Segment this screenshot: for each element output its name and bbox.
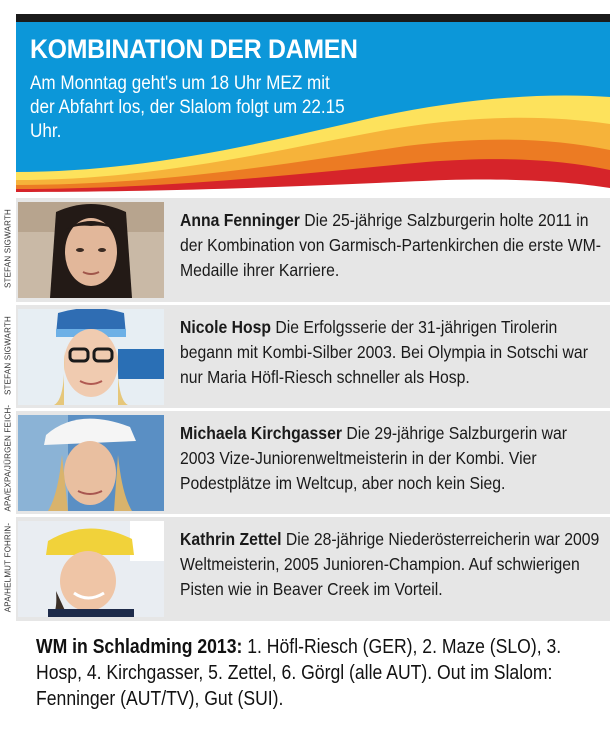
athlete-text: Die 29-jährige Salzburgerin war 2003 Vize-Juniorenweltmeisterin in der Kombi. Vier Podestplätze im Weltcup, aber noch kein Sieg. (180, 423, 567, 493)
athlete-name: Kathrin Zettel (180, 529, 282, 549)
athlete-photo (18, 521, 164, 617)
page-title: KOMBINATION DER DAMEN (30, 34, 358, 64)
results-text: 1. Höfl-Riesch (GER), 2. Maze (SLO), 3. Hosp, 4. Kirchgasser, 5. Zettel, 6. Görgl (alle AUT). Out im Slalom: Fenninger (AUT/TV), Gut (SUI). (36, 636, 562, 710)
athlete-row (3, 517, 610, 621)
header-banner (16, 22, 610, 192)
photo-credit: STEFAN SIGWARTH (3, 209, 13, 289)
top-rule (16, 14, 610, 22)
athlete-name: Nicole Hosp (180, 317, 272, 337)
athlete-photo (18, 415, 164, 511)
athlete-name: Anna Fenninger (180, 210, 300, 230)
athlete-text: Die 25-jährige Salzburgerin holte 2011 in der Kombination von Garmisch-Partenkirchen die erste WM-Medaille ihrer Karriere. (180, 210, 602, 280)
athlete-photo (18, 309, 164, 405)
athlete-photo (18, 202, 164, 298)
athlete-text: Die Erfolgsserie der 31-jährigen Tirolerin begann mit Kombi-Silber 2003. Bei Olympia in Sotschi war nur Maria Höfl-Riesch schneller als Hosp. (180, 317, 588, 387)
athlete-row (3, 305, 610, 408)
athlete-bio (180, 527, 603, 602)
photo-credit: STEFAN SIGWARTH (3, 315, 13, 395)
athlete-bio (180, 208, 603, 283)
athlete-list (3, 198, 610, 624)
athlete-text: Die 28-jährige Niederösterreicherin war 2009 Weltmeisterin, 2005 Junioren-Champion. Auf schwierigen Pisten wie in Beaver Creek im Vorteil. (180, 529, 600, 599)
athlete-row (3, 404, 610, 514)
athlete-bio (180, 421, 603, 496)
photo-credit: APA/HELMUT FOHRIN- (3, 522, 13, 613)
athlete-name: Michaela Kirchgasser (180, 423, 342, 443)
photo-credit: APA/EXPA/JÜRGEN FEICH- (3, 404, 13, 511)
athlete-row (3, 198, 610, 302)
results-heading: WM in Schladming 2013: (36, 636, 243, 658)
results-summary (36, 634, 596, 712)
page-subtitle: Am Monntag geht's um 18 Uhr MEZ mit der Abfahrt los, der Slalom folgt um 22.15 Uhr. (30, 73, 345, 142)
athlete-bio (180, 315, 603, 390)
